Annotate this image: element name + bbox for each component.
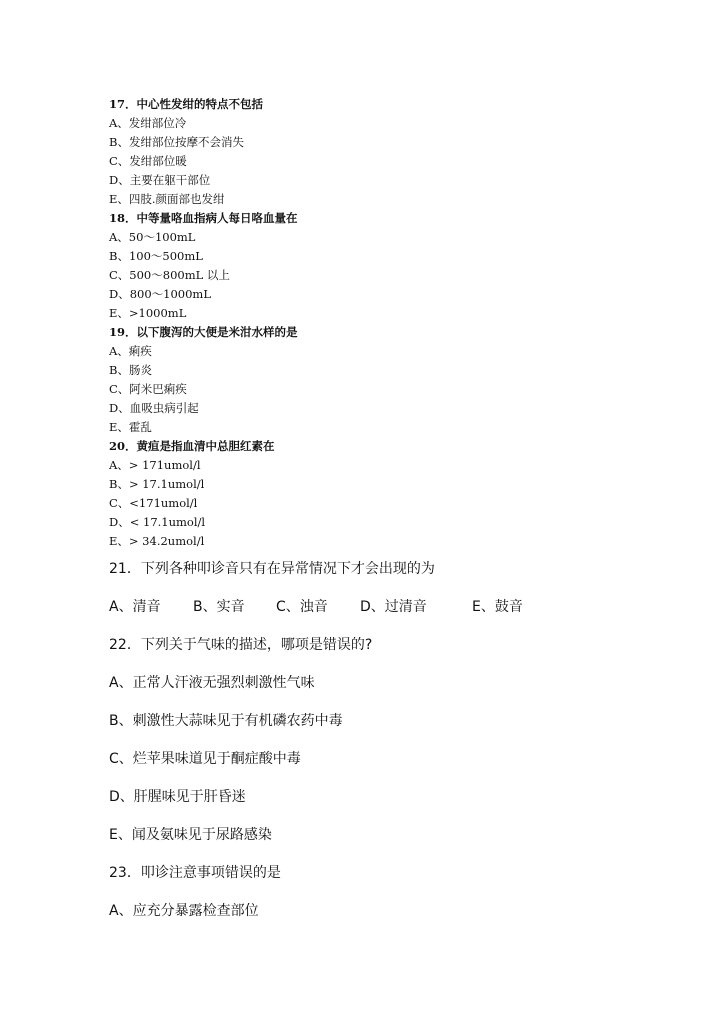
question-23-stem: 23．叩诊注意事项错误的是: [109, 865, 281, 881]
question-21-stem: 21．下列各种叩诊音只有在异常情况下才会出现的为: [109, 561, 435, 577]
question-17-option-a: A、发绀部位冷: [109, 116, 187, 130]
question-20-option-b: B、> 17.1umol/l: [109, 477, 205, 491]
question-21-option-e: E、鼓音: [472, 599, 523, 615]
question-20-option-a: A、> 171umol/l: [109, 458, 201, 472]
question-20-option-e: E、> 34.2umol/l: [109, 534, 205, 548]
question-21-option-b: B、实音: [193, 599, 245, 615]
question-22-option-b: B、刺激性大蒜味见于有机磷农药中毒: [109, 713, 343, 729]
question-19-option-c: C、阿米巴痢疾: [109, 382, 187, 396]
question-17-option-d: D、主要在躯干部位: [109, 173, 211, 187]
question-18-option-a: A、50～100mL: [109, 230, 196, 244]
question-21-option-d: D、过清音: [360, 599, 427, 615]
question-18-option-e: E、>1000mL: [109, 306, 187, 320]
question-17-option-c: C、发绀部位暖: [109, 154, 187, 168]
question-17-option-b: B、发绀部位按摩不会消失: [109, 135, 244, 149]
question-20-stem: 20．黄疸是指血清中总胆红素在: [109, 439, 275, 453]
question-22-option-e: E、闻及氨味见于尿路感染: [109, 827, 272, 843]
question-20-option-d: D、< 17.1umol/l: [109, 515, 206, 529]
question-17-option-e: E、四肢.颜面部也发绀: [109, 192, 225, 206]
question-22-option-c: C、烂苹果味道见于酮症酸中毒: [109, 751, 301, 767]
question-18-stem: 18．中等量咯血指病人每日咯血量在: [109, 211, 298, 225]
question-18-option-c: C、500～800mL 以上: [109, 268, 230, 282]
question-21-options: [109, 593, 689, 631]
question-21-option-a: A、清音: [109, 599, 161, 615]
large-questions-block: [109, 555, 689, 935]
question-22-stem: 22．下列关于气味的描述，哪项是错误的?: [109, 637, 373, 653]
question-19-option-e: E、霍乱: [109, 420, 152, 434]
question-23-option-a: A、应充分暴露检查部位: [109, 903, 259, 919]
question-22-option-a: A、正常人汗液无强烈刺激性气味: [109, 675, 315, 691]
question-19-option-a: A、痢疾: [109, 344, 152, 358]
question-18-option-b: B、100～500mL: [109, 249, 203, 263]
question-20-option-c: C、<171umol/l: [109, 496, 198, 510]
question-21-option-c: C、浊音: [276, 599, 328, 615]
question-22-option-d: D、肝腥味见于肝昏迷: [109, 789, 246, 805]
question-19-option-b: B、肠炎: [109, 363, 152, 377]
question-19-option-d: D、血吸虫病引起: [109, 401, 199, 415]
question-18-option-d: D、800～1000mL: [109, 287, 211, 301]
question-19-stem: 19．以下腹泻的大便是米泔水样的是: [109, 325, 298, 339]
question-17-stem: 17．中心性发绀的特点不包括: [109, 97, 264, 111]
small-questions-block: [109, 95, 669, 551]
